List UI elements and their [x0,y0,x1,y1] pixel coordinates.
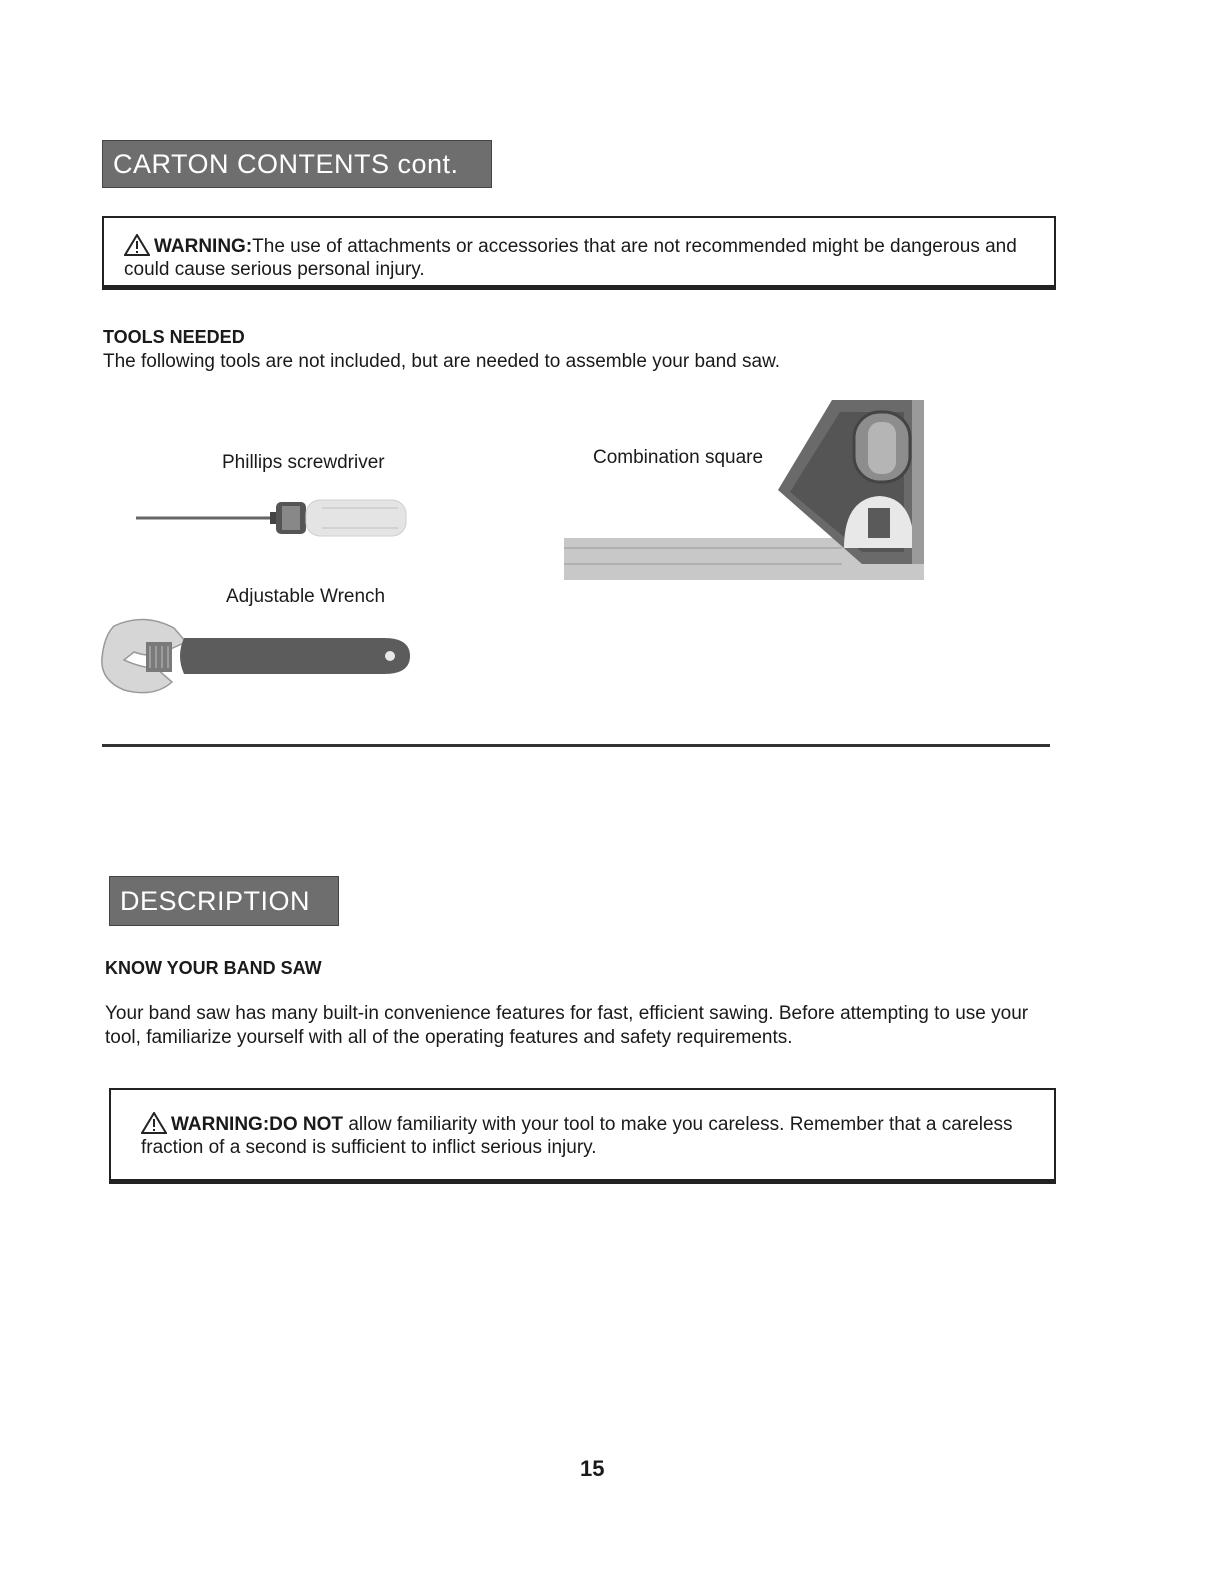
carton-contents-header [102,140,492,188]
tools-intro-text: The following tools are not included, but are needed to assemble your band saw. [103,351,781,372]
warning-box-attachments [102,216,1056,290]
tool-label-adjustable-wrench: Adjustable Wrench [226,586,386,607]
description-body-text: Your band saw has many built-in convenience features for fast, efficient sawing. Before attempting to use your tool, familiarize yourself with all of the operating features and safety requirements. [105,1003,1029,1048]
adjustable-wrench-icon [94,612,414,702]
warning-box-familiarity [109,1088,1056,1184]
combination-square-icon [562,398,926,584]
tools-needed-heading: TOOLS NEEDED [103,327,245,347]
warning-text: allow familiarity with your tool to make you careless. Remember that a careless fraction of a second is sufficient to inflict serious injury. [141,1114,1013,1158]
description-header [109,876,339,926]
know-your-band-saw-heading: KNOW YOUR BAND SAW [105,958,322,978]
tool-label-combination-square: Combination square [593,447,764,468]
tool-label-screwdriver: Phillips screwdriver [222,452,385,473]
warning-text: The use of attachments or accessories that are not recommended might be dangerous and could cause serious personal injury. [124,236,1017,280]
screwdriver-icon [132,496,422,540]
page-number: 15 [580,1456,605,1481]
warning-label: WARNING: [171,1114,270,1135]
warning-emphasis: DO NOT [269,1114,344,1135]
warning-label: WARNING: [154,236,253,257]
warning-triangle-icon [141,1112,167,1134]
warning-triangle-icon [124,234,150,256]
description-title: DESCRIPTION [120,885,311,916]
section-divider [102,744,1050,747]
carton-contents-title: CARTON CONTENTS cont. [113,148,459,179]
